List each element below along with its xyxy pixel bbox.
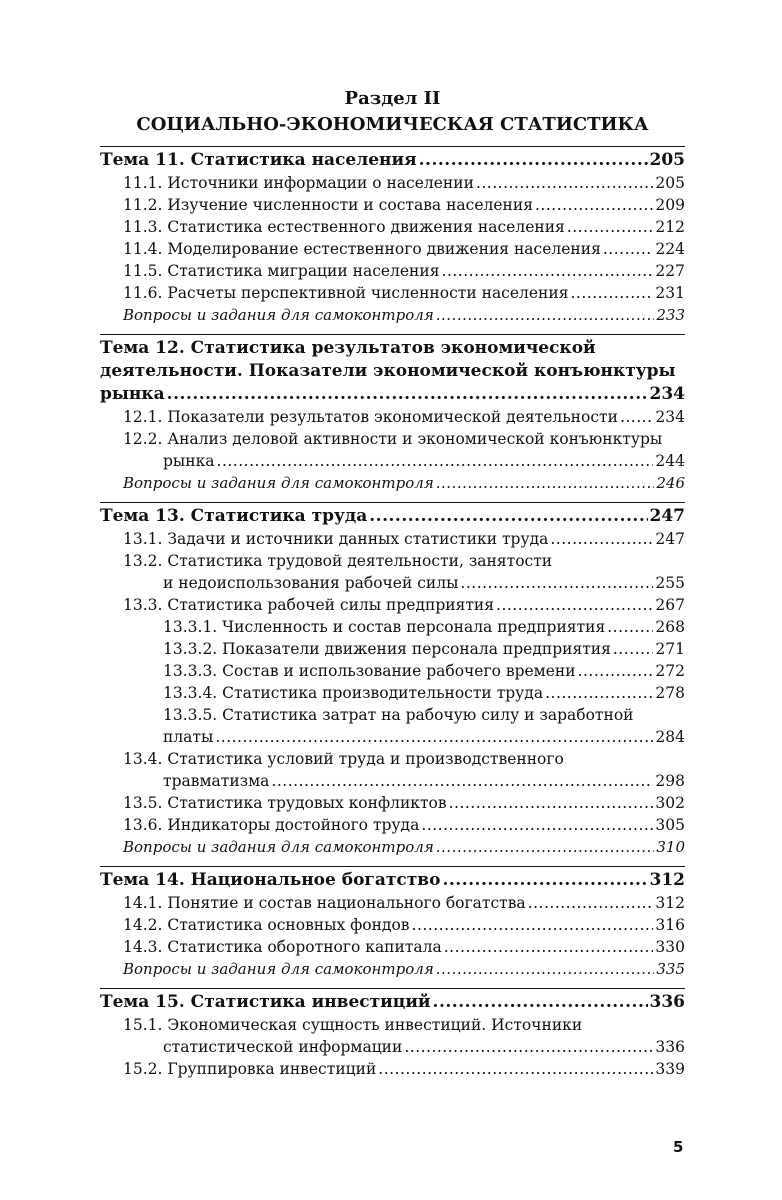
page-ref: 298 [655,772,685,790]
page-ref: 255 [655,574,685,592]
item-title: статистической информации [163,1038,403,1056]
leader-dots [476,172,653,194]
leader-dots [369,505,647,528]
questions-title: Вопросы и задания для самоконтроля [123,960,434,978]
toc-item[interactable] [100,936,685,958]
item-title: 13.3.2. Показатели движения персонала предприятия [163,640,611,658]
toc-page [100,86,685,1080]
toc-subitem[interactable] [100,660,685,682]
toc-item[interactable] [100,572,685,594]
leader-dots [603,238,654,260]
item-title: рынка [163,452,215,470]
page-ref: 271 [655,640,685,658]
leader-dots [167,383,648,406]
item-title: 11.4. Моделирование естественного движения населения [123,240,601,258]
questions-title: Вопросы и задания для самоконтроля [123,306,434,324]
leader-dots [571,282,654,304]
leader-dots [528,892,654,914]
item-title: платы [163,728,214,746]
page-ref: 205 [649,150,685,170]
item-title: 13.3.4. Статистика производительности труда [163,684,544,702]
topic-14 [100,866,685,980]
toc-item-line[interactable]: 12.2. Анализ деловой активности и экономической конъюнктуры [123,430,663,448]
item-title: 14.2. Статистика основных фондов [123,916,410,934]
leader-dots [578,660,654,682]
toc-item-line[interactable]: 13.2. Статистика трудовой деятельности, занятости [123,552,553,570]
page-ref: 233 [656,306,685,324]
item-title: 14.1. Понятие и состав национального богатства [123,894,526,912]
toc-topic-heading[interactable] [100,383,685,406]
toc-item[interactable] [100,282,685,304]
page-ref: 302 [655,794,685,812]
leader-dots [545,682,653,704]
toc-item[interactable] [100,172,685,194]
item-title: 11.3. Статистика естественного движения населения [123,218,565,236]
item-title: 13.3.1. Численность и состав персонала предприятия [163,618,606,636]
topic-title: рынка [100,384,165,404]
leader-dots [496,594,653,616]
page-ref: 246 [656,474,685,492]
item-title: 14.3. Статистика оборотного капитала [123,938,442,956]
leader-dots [271,770,653,792]
topic-title: Тема 15. Статистика инвестиций [100,992,431,1012]
topic-title: Тема 13. Статистика труда [100,506,368,526]
toc-item[interactable] [100,814,685,836]
leader-dots [444,936,654,958]
leader-dots [421,814,653,836]
item-title: 13.3.3. Состав и использование рабочего времени [163,662,576,680]
toc-item[interactable] [100,238,685,260]
leader-dots [567,216,654,238]
item-title: 11.2. Изучение численности и состава населения [123,196,533,214]
leader-dots [449,792,654,814]
leader-dots [442,869,647,892]
toc-item[interactable] [100,594,685,616]
item-title: 11.5. Статистика миграции населения [123,262,440,280]
toc-subitem[interactable] [100,682,685,704]
page-ref: 335 [656,960,685,978]
toc-subitem[interactable] [100,638,685,660]
leader-dots [460,572,653,594]
page-ref: 312 [655,894,685,912]
toc-questions[interactable] [100,836,685,858]
leader-dots [412,914,654,936]
leader-dots [607,616,653,638]
page-ref: 234 [655,408,685,426]
item-title: травматизма [163,772,270,790]
page-ref: 339 [655,1060,685,1078]
page-ref: 247 [655,530,685,548]
toc-topic-heading-line[interactable]: Тема 12. Статистика результатов экономической [100,338,596,358]
toc-item-line[interactable]: 15.1. Экономическая сущность инвестиций. Источники [123,1016,583,1034]
toc-topic-heading[interactable] [100,505,685,528]
leader-dots [535,194,653,216]
page-ref: 234 [649,384,685,404]
toc-topic-heading[interactable] [100,149,685,172]
leader-dots [217,450,654,472]
leader-dots [404,1036,653,1058]
section-title: СОЦИАЛЬНО-ЭКОНОМИЧЕСКАЯ СТАТИСТИКА [136,114,649,135]
topic-13 [100,502,685,858]
toc-item[interactable] [100,260,685,282]
page-ref: 336 [649,992,685,1012]
item-title: 13.5. Статистика трудовых конфликтов [123,794,447,812]
page-number: 5 [673,1138,684,1156]
item-title: и недоиспользования рабочей силы [163,574,459,592]
leader-dots [436,304,655,326]
item-title: 13.6. Индикаторы достойного труда [123,816,420,834]
leader-dots [442,260,654,282]
page-ref: 272 [655,662,685,680]
page-ref: 212 [655,218,685,236]
toc-item[interactable] [100,528,685,550]
topic-title: Тема 14. Национальное богатство [100,870,441,890]
page-ref: 310 [656,838,685,856]
toc-item[interactable] [100,450,685,472]
questions-title: Вопросы и задания для самоконтроля [123,838,434,856]
topic-11 [100,146,685,326]
toc-topic-heading[interactable] [100,869,685,892]
page-ref: 267 [655,596,685,614]
item-title: 13.3. Статистика рабочей силы предприятия [123,596,495,614]
leader-dots [215,726,653,748]
page-ref: 330 [655,938,685,956]
page-ref: 305 [655,816,685,834]
page-ref: 209 [655,196,685,214]
topic-title: Тема 11. Статистика населения [100,150,417,170]
questions-title: Вопросы и задания для самоконтроля [123,474,434,492]
toc-item[interactable] [100,406,685,428]
page-ref: 247 [649,506,685,526]
toc-questions[interactable] [100,304,685,326]
topic-12 [100,334,685,494]
leader-dots [378,1058,653,1080]
page-ref: 224 [655,240,685,258]
leader-dots [436,472,655,494]
leader-dots [433,991,648,1014]
toc-topic-heading[interactable] [100,991,685,1014]
toc-subitem[interactable] [100,726,685,748]
toc-item[interactable] [100,892,685,914]
item-title: 11.6. Расчеты перспективной численности населения [123,284,569,302]
leader-dots [620,406,653,428]
toc-item[interactable] [100,1058,685,1080]
leader-dots [613,638,653,660]
page-ref: 268 [655,618,685,636]
toc-topic-heading-line[interactable]: деятельности. Показатели экономической конъюнктуры [100,361,676,381]
toc-subitem[interactable] [100,616,685,638]
page-ref: 278 [655,684,685,702]
topic-15 [100,988,685,1080]
toc-questions[interactable] [100,958,685,980]
leader-dots [436,836,655,858]
item-title: 15.2. Группировка инвестиций [123,1060,377,1078]
page-ref: 312 [649,870,685,890]
toc-item[interactable] [100,770,685,792]
toc-item[interactable] [100,792,685,814]
page-ref: 231 [655,284,685,302]
page-ref: 316 [655,916,685,934]
section-label: Раздел II [344,88,441,109]
toc-questions[interactable] [100,472,685,494]
item-title: 11.1. Источники информации о населении [123,174,474,192]
toc-item[interactable] [100,914,685,936]
page-ref: 336 [655,1038,685,1056]
leader-dots [436,958,655,980]
toc-item-line[interactable]: 13.4. Статистика условий труда и производственного [123,750,564,768]
item-title: 12.1. Показатели результатов экономической деятельности [123,408,618,426]
page-ref: 284 [655,728,685,746]
toc-item[interactable] [100,216,685,238]
toc-subitem-line[interactable]: 13.3.5. Статистика затрат на рабочую силу и заработной [163,706,634,724]
leader-dots [550,528,653,550]
toc-item[interactable] [100,1036,685,1058]
page-ref: 227 [655,262,685,280]
page-ref: 244 [655,452,685,470]
toc-item[interactable] [100,194,685,216]
leader-dots [419,149,648,172]
page-ref: 205 [655,174,685,192]
item-title: 13.1. Задачи и источники данных статистики труда [123,530,549,548]
